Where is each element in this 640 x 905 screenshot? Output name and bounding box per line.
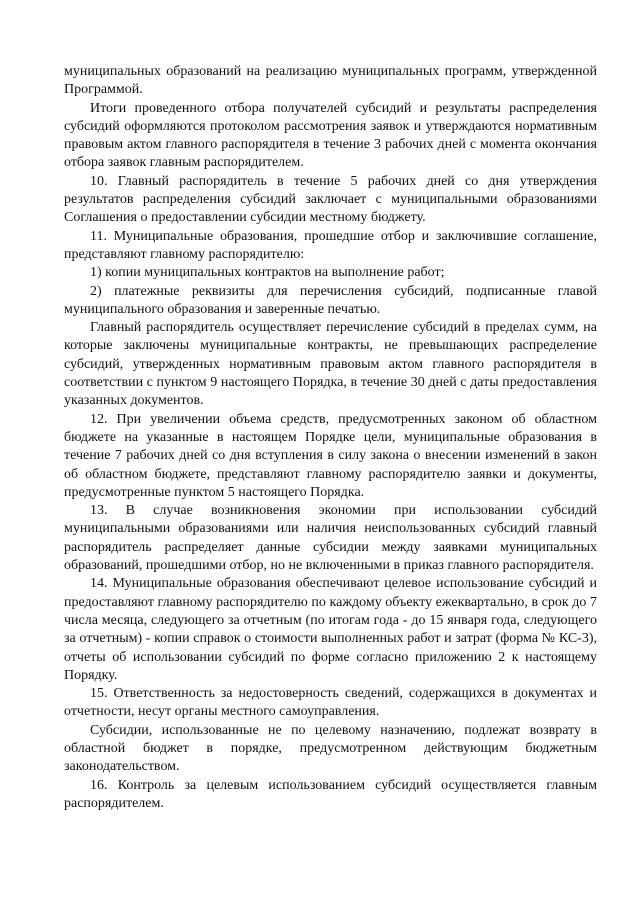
- paragraph-selection-results: Итоги проведенного отбора получателей субсидий и результаты распределения субсидий оформляются протоколом рассмотрения заявок и утверждаются нормативным правовым актом главного распорядителя в течение 3 рабочих дней с момента окончания отбора заявок главным распорядителем.: [64, 100, 597, 171]
- paragraph-subitem-1: 1) копии муниципальных контрактов на выполнение работ;: [90, 265, 445, 281]
- paragraph-misuse-refund: Субсидии, использованные не по целевому назначению, подлежат возврату в областной бюджет в порядке, предусмотренном действующим бюджетным законодательством.: [64, 722, 597, 775]
- paragraph-item-13: 13. В случае возникновения экономии при использовании субсидий муниципальными образованиями или наличия неиспользованных субсидий главный распорядитель распределяет данные субсидии между заявками муниципальных образований, прошедшими отбор, но не включенными в приказ главного распорядителя.: [64, 503, 597, 574]
- paragraph-item-16: 16. Контроль за целевым использованием субсидий осуществляется главным распорядителем.: [64, 777, 597, 811]
- paragraph-transfer-subsidies: Главный распорядитель осуществляет перечисление субсидий в пределах сумм, на которые заключены муниципальные контракты, не превышающих распределение субсидий, утвержденных нормативным правовым актом главного распорядителя в соответствии с пунктом 9 настоящего Порядка, в течение 30 дней с даты предоставления указанных документов.: [64, 320, 597, 409]
- paragraph-item-11: 11. Муниципальные образования, прошедшие отбор и заключившие соглашение, представляют главному распорядителю:: [64, 228, 597, 262]
- paragraph-subitem-2: 2) платежные реквизиты для перечисления субсидий, подписанные главой муниципального образования и заверенные печатью.: [64, 283, 597, 317]
- paragraph-item-14: 14. Муниципальные образования обеспечивают целевое использование субсидий и предоставляют главному распорядителю по каждому объекту ежеквартально, в срок до 7 числа месяца, следующего за отчетным (по итогам года - до 15 января года, следующего за отчетным) - копии справок о стоимости выполненных работ и затрат (форма № КС-3), отчеты об использовании субсидий по форме согласно приложению 2 к настоящему Порядку.: [64, 576, 597, 683]
- paragraph-continuation: муниципальных образований на реализацию муниципальных программ, утвержденной Программой.: [64, 64, 597, 98]
- paragraph-item-10: 10. Главный распорядитель в течение 5 рабочих дней со дня утверждения результатов распределения субсидий заключает с муниципальными образованиями Соглашения о предоставлении субсидии местному бюджету.: [64, 173, 597, 226]
- paragraph-item-12: 12. При увеличении объема средств, предусмотренных законом об областном бюджете на указанные в настоящем Порядке цели, муниципальные образования в течение 7 рабочих дней со дня вступления в силу закона о внесении изменений в закон об областном бюджете, представляют главному распорядителю заявки и документы, предусмотренные пунктом 5 настоящего Порядка.: [64, 411, 597, 500]
- paragraph-item-15: 15. Ответственность за недостоверность сведений, содержащихся в документах и отчетности, несут органы местного самоуправления.: [64, 686, 597, 720]
